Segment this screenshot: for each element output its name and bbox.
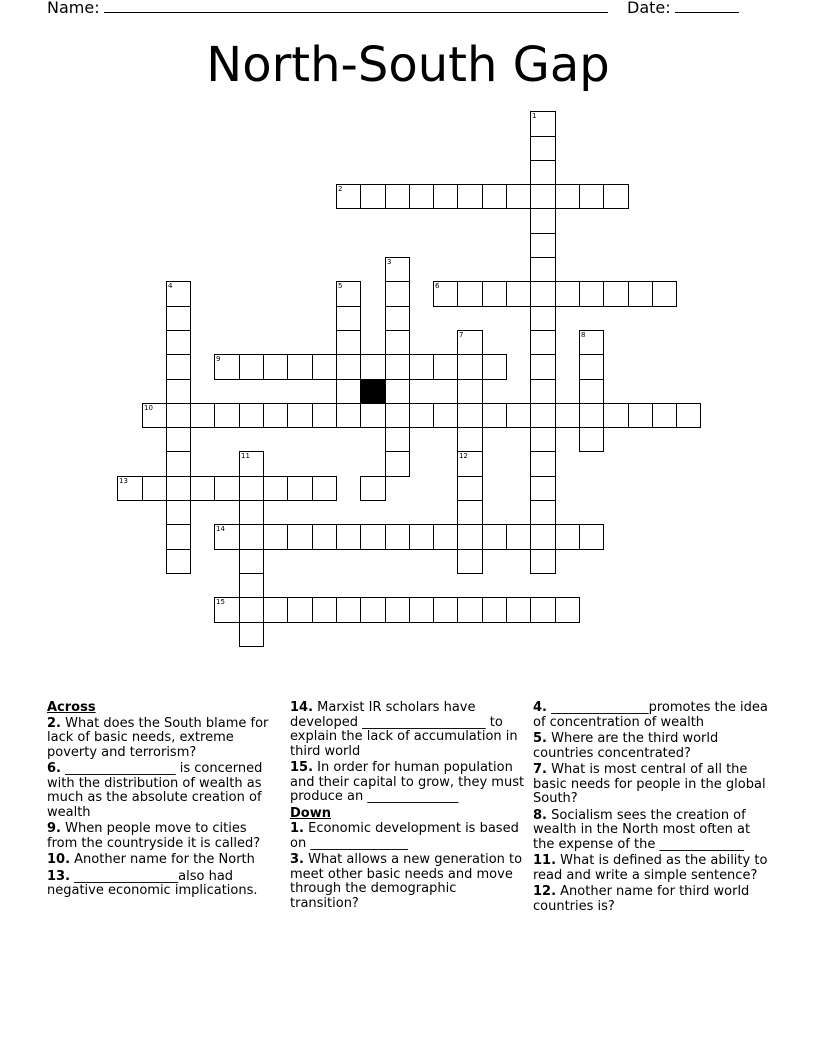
crossword-cell[interactable] (166, 379, 191, 404)
clue-item (47, 853, 279, 868)
crossword-cell[interactable] (433, 184, 458, 209)
crossword-cell[interactable] (166, 306, 191, 331)
crossword-cell[interactable] (603, 281, 629, 307)
crossword-cell[interactable] (336, 524, 361, 550)
clue-text: Another name for third world countries is? (533, 884, 750, 914)
crossword-cell[interactable] (190, 403, 215, 428)
crossword-cell[interactable] (579, 403, 604, 428)
crossword-cell[interactable] (336, 330, 361, 355)
clue-item (533, 854, 768, 883)
down-clue-list (290, 822, 528, 911)
clue-item (47, 762, 279, 820)
crossword-cell[interactable] (579, 427, 604, 452)
crossword-cell[interactable] (360, 524, 386, 550)
crossword-cell[interactable] (239, 500, 264, 525)
clue-text: Marxist IR scholars have developed ___________________ to explain the lack of accumulation in third world (290, 700, 518, 759)
crossword-cell[interactable] (506, 597, 531, 623)
crossword-cell[interactable] (676, 403, 701, 428)
crossword-cell[interactable] (336, 354, 361, 380)
crossword-cell[interactable] (457, 524, 483, 550)
crossword-cell[interactable] (530, 549, 556, 574)
clue-number-label: 15. (290, 760, 314, 775)
crossword-cell[interactable] (530, 281, 556, 307)
crossword-cell[interactable] (336, 281, 361, 307)
clue-number: 15 (216, 598, 225, 606)
crossword-cell[interactable] (530, 111, 556, 137)
clue-number: 1 (532, 112, 537, 120)
crossword-cell[interactable] (652, 403, 677, 428)
crossword-cell[interactable] (385, 379, 410, 404)
crossword-cell[interactable] (214, 354, 240, 380)
crossword-cell[interactable] (506, 403, 531, 428)
clue-number: 12 (459, 452, 468, 460)
crossword-cell[interactable] (142, 403, 167, 428)
clue-text: _________________ is concerned with the distribution of wealth as much as the absolute creation of wealth (47, 761, 263, 820)
crossword-cell[interactable] (482, 403, 507, 428)
clue-number: 6 (435, 282, 440, 290)
date-field (627, 0, 739, 18)
clue-number-label: 9. (47, 821, 61, 836)
crossword-cell[interactable] (457, 451, 483, 477)
crossword-cell[interactable] (555, 597, 580, 623)
crossword-cell[interactable] (312, 597, 337, 623)
crossword-cell[interactable] (166, 427, 191, 452)
crossword-cell[interactable] (530, 257, 556, 282)
crossword-cell[interactable] (287, 354, 313, 380)
crossword-cell[interactable] (166, 403, 191, 428)
crossword-black-cell (360, 379, 386, 404)
crossword-cell[interactable] (385, 427, 410, 452)
clue-item (290, 761, 528, 805)
crossword-cell[interactable] (263, 597, 288, 623)
clue-number-label: 1. (290, 821, 304, 836)
crossword-cell[interactable] (239, 476, 264, 501)
crossword-cell[interactable] (287, 476, 313, 501)
crossword-cell[interactable] (336, 379, 361, 404)
crossword-cell[interactable] (239, 622, 264, 647)
clue-number-label: 4. (533, 700, 547, 715)
crossword-cell[interactable] (433, 403, 458, 428)
crossword-cell[interactable] (312, 476, 337, 501)
crossword-cell[interactable] (239, 549, 264, 574)
clue-number: 9 (216, 355, 221, 363)
crossword-cell[interactable] (336, 306, 361, 331)
crossword-cell[interactable] (433, 597, 458, 623)
date-label: Date: (627, 0, 671, 17)
crossword-cell[interactable] (530, 476, 556, 501)
clue-item (290, 822, 528, 851)
crossword-cell[interactable] (287, 524, 313, 550)
crossword-cell[interactable] (360, 403, 386, 428)
crossword-cell[interactable] (166, 354, 191, 380)
crossword-cell[interactable] (530, 427, 556, 452)
crossword-cell[interactable] (530, 403, 556, 428)
crossword-cell[interactable] (530, 160, 556, 185)
crossword-cell[interactable] (603, 184, 629, 209)
crossword-cell[interactable] (555, 281, 580, 307)
clue-number: 11 (241, 452, 250, 460)
clue-item (533, 809, 768, 853)
crossword-cell[interactable] (385, 524, 410, 550)
crossword-cell[interactable] (385, 451, 410, 477)
crossword-cell[interactable] (628, 281, 653, 307)
clue-text: Socialism sees the creation of wealth in the North most often at the expense of the _____________ (533, 807, 751, 852)
crossword-cell[interactable] (166, 476, 191, 501)
clue-item (533, 701, 768, 730)
crossword-cell[interactable] (336, 597, 361, 623)
clue-text: Economic development is based on _______________ (290, 821, 519, 851)
crossword-cell[interactable] (433, 354, 458, 380)
clue-item (290, 853, 528, 911)
clue-item (47, 870, 279, 899)
crossword-cell[interactable] (239, 573, 264, 598)
across-clue-list-continued (290, 701, 528, 805)
crossword-cell[interactable] (166, 330, 191, 355)
crossword-cell[interactable] (409, 354, 434, 380)
clue-number-label: 12. (533, 884, 557, 899)
crossword-cell[interactable] (409, 597, 434, 623)
crossword-cell[interactable] (555, 403, 580, 428)
clue-text: Another name for the North (70, 852, 255, 867)
crossword-cell[interactable] (214, 597, 240, 623)
clue-item (533, 885, 768, 914)
clue-number-label: 3. (290, 852, 304, 867)
crossword-cell[interactable] (166, 500, 191, 525)
crossword-cell[interactable] (457, 184, 483, 209)
crossword-cell[interactable] (530, 136, 556, 161)
clue-text: What allows a new generation to meet other basic needs and move through the demographic transition? (290, 852, 523, 911)
crossword-cell[interactable] (360, 354, 386, 380)
crossword-cell[interactable] (506, 524, 531, 550)
name-blank-line[interactable] (104, 0, 608, 13)
clue-number: 10 (144, 404, 153, 412)
crossword-cell[interactable] (336, 403, 361, 428)
crossword-cell[interactable] (142, 476, 167, 501)
crossword-cell[interactable] (579, 281, 604, 307)
crossword-cell[interactable] (457, 500, 483, 525)
crossword-cell[interactable] (457, 427, 483, 452)
name-label: Name: (47, 0, 100, 17)
crossword-cell[interactable] (506, 184, 531, 209)
crossword-cell[interactable] (214, 403, 240, 428)
crossword-cell[interactable] (263, 354, 288, 380)
crossword-cell[interactable] (579, 184, 604, 209)
crossword-cell[interactable] (457, 330, 483, 355)
crossword-cell[interactable] (579, 354, 604, 380)
clue-text: ________________also had negative economic implications. (47, 868, 258, 898)
crossword-cell[interactable] (530, 597, 556, 623)
crossword-cell[interactable] (482, 597, 507, 623)
clue-number-label: 2. (47, 715, 61, 731)
down-clue-list-continued (533, 701, 768, 914)
clue-number: 2 (338, 185, 343, 193)
crossword-cell[interactable] (287, 597, 313, 623)
crossword-cell[interactable] (603, 403, 629, 428)
crossword-cell[interactable] (457, 597, 483, 623)
crossword-cell[interactable] (530, 306, 556, 331)
crossword-cell[interactable] (579, 379, 604, 404)
clue-number: 7 (459, 331, 464, 339)
crossword-cell[interactable] (385, 306, 410, 331)
clue-number-label: 14. (290, 700, 314, 715)
crossword-cell[interactable] (482, 524, 507, 550)
crossword-cell[interactable] (409, 524, 434, 550)
clue-number: 3 (387, 258, 392, 266)
crossword-cell[interactable] (530, 330, 556, 355)
crossword-cell[interactable] (530, 524, 556, 550)
crossword-cell[interactable] (530, 233, 556, 258)
clue-number-label: 5. (533, 731, 547, 746)
crossword-cell[interactable] (457, 354, 483, 380)
clues-column-2 (290, 701, 528, 913)
crossword-cell[interactable] (530, 208, 556, 234)
crossword-cell[interactable] (312, 403, 337, 428)
crossword-cell[interactable] (166, 524, 191, 550)
crossword-cell[interactable] (239, 524, 264, 550)
clue-number-label: 10. (47, 852, 71, 867)
crossword-cell[interactable] (239, 354, 264, 380)
down-heading: Down (290, 805, 331, 821)
crossword-cell[interactable] (482, 184, 507, 209)
clue-text: Where are the third world countries concentrated? (533, 731, 719, 761)
crossword-cell[interactable] (166, 281, 191, 307)
crossword-cell[interactable] (457, 476, 483, 501)
crossword-cell[interactable] (579, 330, 604, 355)
crossword-cell[interactable] (555, 184, 580, 209)
page-title: North-South Gap (206, 37, 610, 93)
clue-text: What is defined as the ability to read and write a simple sentence? (533, 853, 768, 883)
crossword-cell[interactable] (433, 524, 458, 550)
crossword-cell[interactable] (530, 184, 556, 209)
crossword-cell[interactable] (117, 476, 143, 501)
crossword-cell[interactable] (457, 549, 483, 574)
clues-column-1 (47, 701, 279, 901)
clue-number: 14 (216, 525, 225, 533)
crossword-cell[interactable] (263, 524, 288, 550)
clue-item (47, 822, 279, 851)
crossword-cell[interactable] (239, 403, 264, 428)
crossword-cell[interactable] (287, 403, 313, 428)
crossword-cell[interactable] (530, 379, 556, 404)
clue-text: What is most central of all the basic needs for people in the global South? (533, 762, 766, 806)
clue-item (47, 717, 279, 761)
crossword-cell[interactable] (457, 403, 483, 428)
crossword-cell[interactable] (385, 330, 410, 355)
clue-number-label: 6. (47, 761, 61, 776)
clue-number-label: 8. (533, 807, 547, 823)
crossword-cell[interactable] (579, 524, 604, 550)
crossword-cell[interactable] (555, 524, 580, 550)
clue-number-label: 7. (533, 762, 547, 777)
crossword-cell[interactable] (312, 524, 337, 550)
across-heading: Across (47, 700, 96, 715)
crossword-cell[interactable] (263, 403, 288, 428)
name-field (47, 0, 608, 18)
clues-column-3 (533, 701, 768, 916)
crossword-cell[interactable] (530, 500, 556, 525)
crossword-cell[interactable] (239, 597, 264, 623)
crossword-cell[interactable] (506, 281, 531, 307)
across-clue-list (47, 717, 279, 899)
crossword-cell[interactable] (482, 281, 507, 307)
crossword-cell[interactable] (385, 597, 410, 623)
clue-number: 4 (168, 282, 173, 290)
crossword-cell[interactable] (385, 257, 410, 282)
crossword-cell[interactable] (166, 549, 191, 574)
crossword-cell[interactable] (239, 451, 264, 477)
date-blank-line[interactable] (675, 0, 739, 13)
crossword-cell[interactable] (482, 354, 507, 380)
crossword-cell[interactable] (652, 281, 677, 307)
crossword-cell[interactable] (628, 403, 653, 428)
crossword-cell[interactable] (409, 184, 434, 209)
crossword-cell[interactable] (360, 597, 386, 623)
clue-item (533, 763, 768, 807)
crossword-cell[interactable] (385, 403, 410, 428)
crossword-cell[interactable] (360, 476, 386, 501)
clue-text: What does the South blame for lack of basic needs, extreme poverty and terrorism? (47, 715, 269, 760)
clue-number-label: 11. (533, 853, 557, 868)
clue-text: When people move to cities from the countryside it is called? (47, 821, 261, 851)
clue-item (533, 732, 768, 761)
clue-number: 13 (119, 477, 128, 485)
crossword-cell[interactable] (385, 184, 410, 209)
crossword-cell[interactable] (433, 281, 458, 307)
crossword-cell[interactable] (385, 281, 410, 307)
crossword-cell[interactable] (457, 281, 483, 307)
clue-text: In order for human population and their capital to grow, they must produce an ______________ (290, 760, 525, 804)
crossword-cell[interactable] (530, 451, 556, 477)
crossword-cell[interactable] (214, 476, 240, 501)
clue-number: 5 (338, 282, 343, 290)
crossword-cell[interactable] (336, 184, 361, 209)
clue-text: _______________promotes the idea of concentration of wealth (533, 700, 768, 730)
crossword-cell[interactable] (530, 354, 556, 380)
clue-number-label: 13. (47, 868, 71, 884)
crossword-cell[interactable] (263, 476, 288, 501)
crossword-cell[interactable] (312, 354, 337, 380)
crossword-cell[interactable] (457, 379, 483, 404)
clue-item (290, 701, 528, 759)
crossword-cell[interactable] (385, 354, 410, 380)
crossword-cell[interactable] (190, 476, 215, 501)
crossword-cell[interactable] (360, 184, 386, 209)
crossword-cell[interactable] (166, 451, 191, 477)
crossword-cell[interactable] (409, 403, 434, 428)
clue-number: 8 (581, 331, 586, 339)
crossword-cell[interactable] (214, 524, 240, 550)
